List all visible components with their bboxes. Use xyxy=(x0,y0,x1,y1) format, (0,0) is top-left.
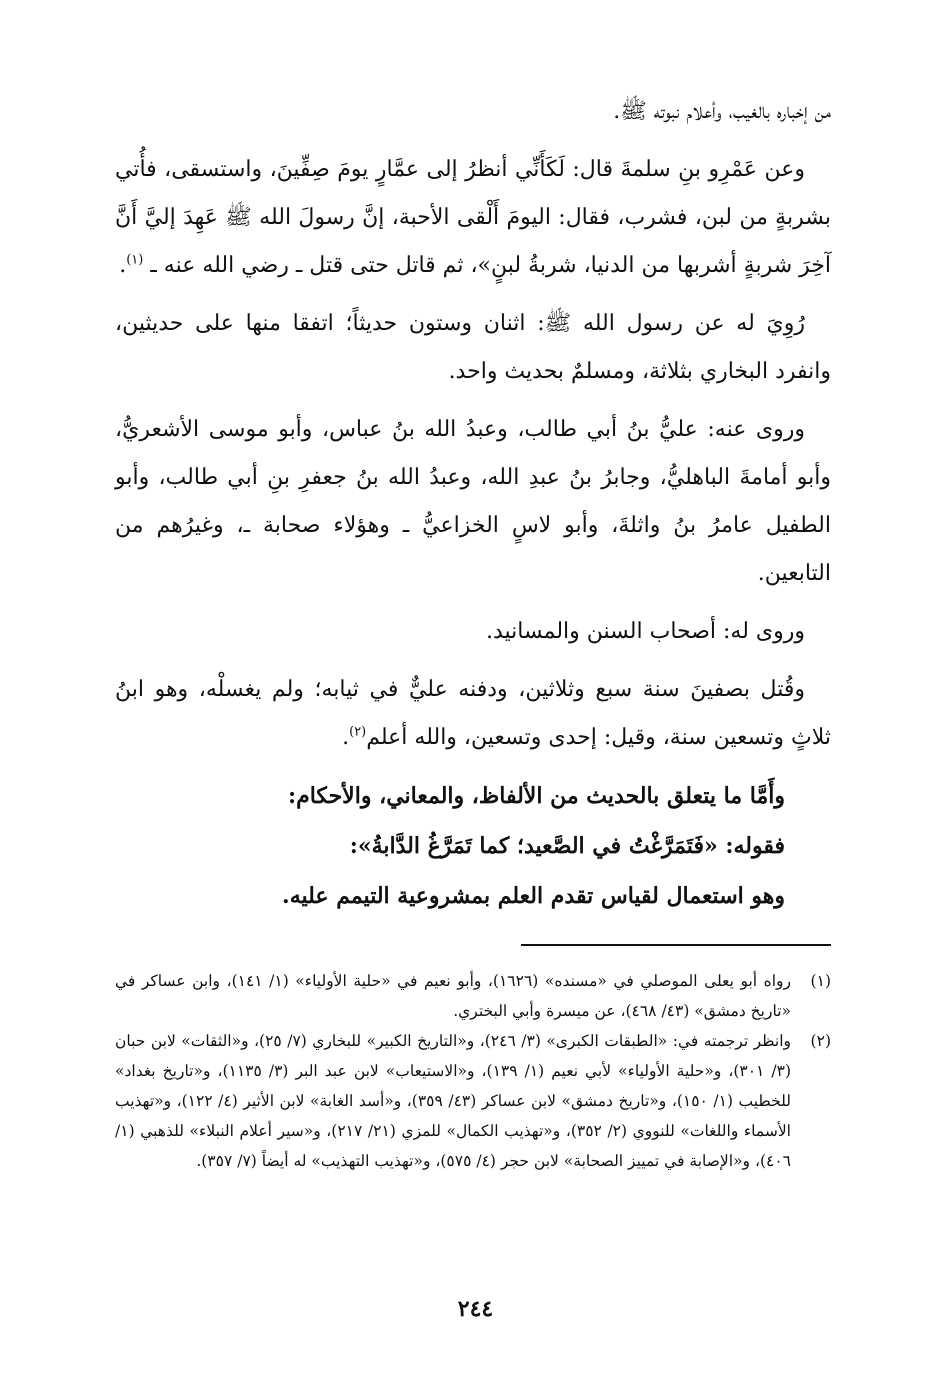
footnote-separator xyxy=(521,944,831,946)
footnote-ref-1: (١) xyxy=(126,252,144,268)
paragraph-6: وقُتل بصفينَ سنة سبع وثلاثين، ودفنه عليٌّ في ثيابه؛ ولم يغسلْه، وهو ابنُ ثلاثٍ وتسعين سنة، وقيل: إحدى وتسعين، والله أعلم$^{(٢)}$. xyxy=(115,677,831,750)
paragraph-1 xyxy=(115,88,831,136)
footnote-1-text: رواه أبو يعلى الموصلي في «مسنده» (١٦٢٦)، وأبو نعيم في «حلية الأولياء» (١/ ١٤١)، وابن عساكر في «تاريخ دمشق» (٤٣/ ٤٦٨)، عن ميسرة وأبي البختري. xyxy=(115,972,792,1020)
paragraph-1-text: من إخباره بالغيب، وأعلام نبوته ﷺ. xyxy=(613,99,831,124)
footnotes-section xyxy=(115,966,831,1176)
page-number: ٢٤٤ xyxy=(457,1296,494,1322)
footnote-ref-2: (٢) xyxy=(349,724,367,740)
bold-heading-2: فقوله: «فَتَمَرَّغْتُ في الصَّعيد؛ كما تَمَرَّغُ الدَّابةُ»: xyxy=(349,833,785,859)
paragraph-2: وعن عَمْرِو بنِ سلمةَ قال: لَكَأَنِّي أنظرُ إلى عمَّارٍ يومَ صِفِّينَ، واستسقى، فأُتي بشربةٍ من لبن، فشرب، فقال: اليومَ أَلْقى الأحبة، إنَّ رسولَ الله ﷺ عَهِدَ إليَّ أَنَّ آخِرَ شربةٍ أشربها من الدنيا، شربةُ لبنٍ»، ثم قاتل حتى قتل ـ رضي الله عنه ـ $^{(١)}$. xyxy=(115,157,831,278)
paragraph-5 xyxy=(115,608,831,656)
main-text-block xyxy=(115,88,831,922)
bold-heading-3: وهو استعمال لقياس تقدم العلم بمشروعية التيمم عليه. xyxy=(282,883,785,909)
paragraph-3-text: رُوِيَ له عن رسول الله ﷺ: اثنان وستون حديثاً؛ اتفقا منها على حديثين، وانفرد البخاري بثلاثة، ومسلمٌ بحديث واحد. xyxy=(115,311,831,384)
footnote-1-number: (١) xyxy=(810,972,831,990)
paragraph-4-text: وروى عنه: عليُّ بنُ أبي طالب، وعبدُ الله بنُ عباس، وأبو موسى الأشعريُّ، وأبو أمامةَ الباهليُّ، وجابرُ بنُ عبدِ الله، وعبدُ الله بنُ جعفرِ بنِ أبي طالب، وأبو الطفيل عامرُ بنُ واثلةَ، وأبو لاسٍ الخزاعيُّ ـ وهؤلاء صحابة ـ، وغيرُهم من التابعين. xyxy=(115,417,831,586)
paragraph-5-text: وروى له: أصحاب السنن والمسانيد. xyxy=(486,619,805,644)
footnote-2-number: (٢) xyxy=(810,1032,831,1050)
footnote-2-text: وانظر ترجمته في: «الطبقات الكبرى» (٣/ ٢٤٦)، و«التاريخ الكبير» للبخاري (٧/ ٢٥)، و«الثقات» لابن حبان (٣/ ٣٠١)، و«حلية الأولياء» لأبي نعيم (١/ ١٣٩)، و«الاستيعاب» لابن عبد البر (٣/ ١١٣٥)، و«تاريخ بغداد» للخطيب (١/ ١٥٠)، و«تاريخ دمشق» لابن عساكر (٤٣/ ٣٥٩)، و«أسد الغابة» لابن الأثير (٤/ ١٢٢)، و«تهذيب الأسماء واللغات» للنووي (٢/ ٣٥٢)، و«تهذيب الكمال» للمزي (٢١/ ٢١٧)، و«سير أعلام النبلاء» للذهبي (١/ ٤٠٦)، و«الإصابة في تمييز الصحابة» لابن حجر (٤/ ٥٧٥)، و«تهذيب التهذيب» له أيضاً (٧/ ٣٥٧). xyxy=(115,1032,792,1170)
footnote-1 xyxy=(115,966,831,1026)
paragraph-3 xyxy=(115,300,831,396)
footnote-2 xyxy=(115,1026,831,1176)
paragraph-2-text: وعن عَمْرِو بنِ سلمةَ قال: لَكَأَنِّي أنظرُ إلى عمَّارٍ يومَ صِفِّينَ، واستسقى، فأُتي بشربةٍ من لبن، فشرب، فقال: اليومَ أَلْقى الأحبة، إنَّ رسولَ الله ﷺ عَهِدَ إليَّ أَنَّ آخِرَ شربةٍ أشربها من الدنيا، شربةُ لبنٍ»، ثم قاتل حتى قتل ـ رضي الله عنه ـ xyxy=(115,157,831,278)
paragraph-4 xyxy=(115,406,831,598)
paragraph-6-text: وقُتل بصفينَ سنة سبع وثلاثين، ودفنه عليٌّ في ثيابه؛ ولم يغسلْه، وهو ابنُ ثلاثٍ وتسعين سنة، وقيل: إحدى وتسعين، والله أعلم xyxy=(115,677,831,750)
bold-heading-1: وأَمَّا ما يتعلق بالحديث من الألفاظ، والمعاني، والأحكام: xyxy=(287,783,785,809)
